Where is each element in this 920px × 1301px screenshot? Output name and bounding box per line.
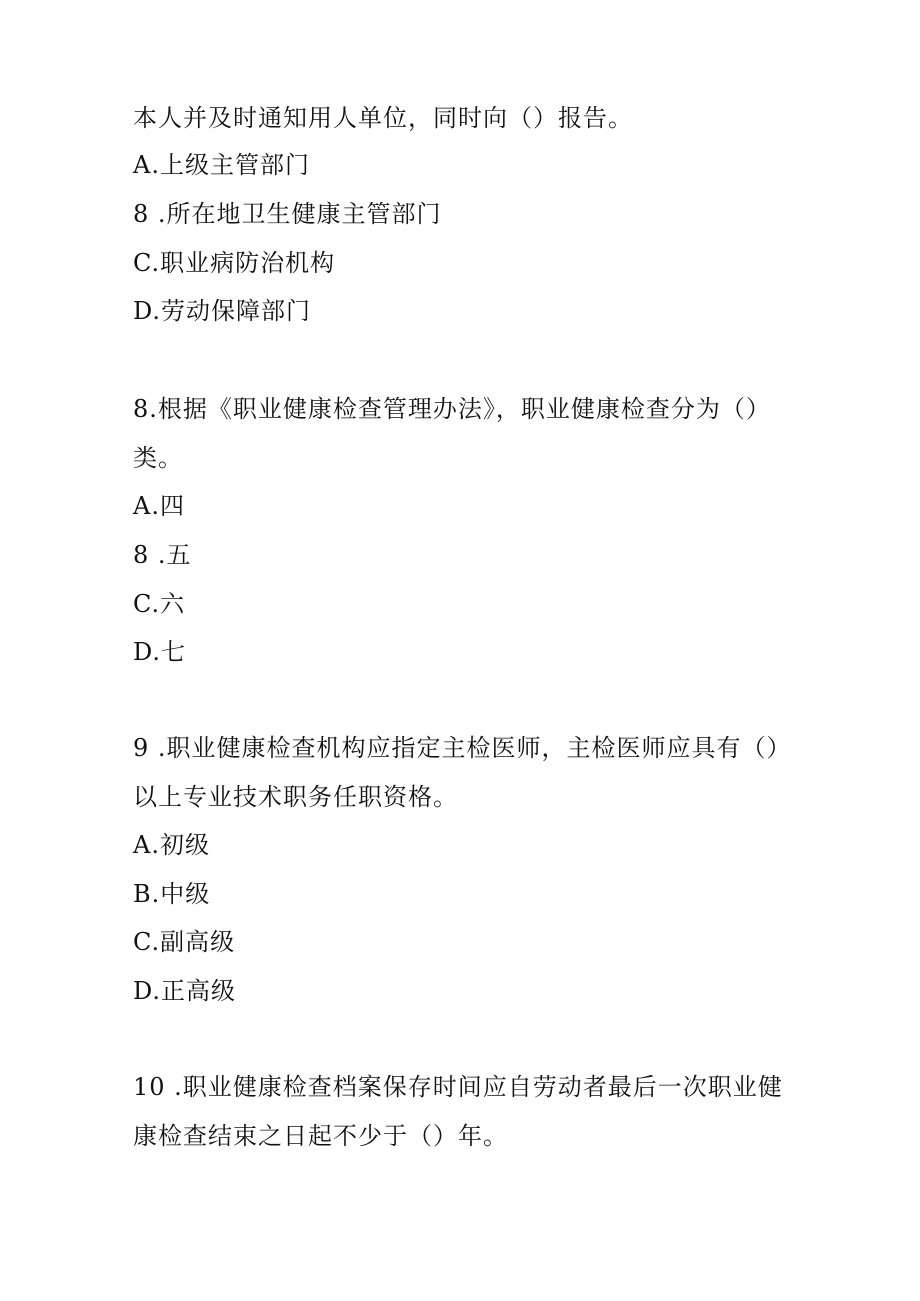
question-9-line-2: 以上专业技术职务任职资格。 [133,783,458,811]
question-8-line-2: 类。 [133,444,183,472]
question-8-option-d: D.七 [133,638,187,666]
question-8-option-a: A.四 [133,492,185,520]
question-10-line-1: 10 .职业健康检查档案保存时间应自劳动者最后一次职业健 [133,1073,783,1101]
option-c: C.职业病防治机构 [133,249,336,277]
option-b: 8 .所在地卫生健康主管部门 [133,200,442,228]
question-9-option-c: C.副高级 [133,928,236,956]
option-d: D.劳动保障部门 [133,297,312,325]
option-a: A.上级主管部门 [133,151,310,179]
question-10-line-2: 康检查结束之日起不少于（）年。 [133,1122,508,1150]
question-9-option-b: B.中级 [133,880,211,908]
question-8-option-c: C.六 [133,590,186,618]
question-9-line-1: 9 .职业健康检查机构应指定主检医师，主检医师应具有（） [133,734,792,762]
question-8-line-1: 8.根据《职业健康检查管理办法》，职业健康检查分为（） [133,395,771,423]
question-continuation-text: 本人并及时通知用人单位，同时向（）报告。 [133,104,633,132]
question-9-option-a: A.初级 [133,831,210,859]
question-9-option-d: D.正高级 [133,977,237,1005]
question-8-option-b: 8 .五 [133,541,192,569]
